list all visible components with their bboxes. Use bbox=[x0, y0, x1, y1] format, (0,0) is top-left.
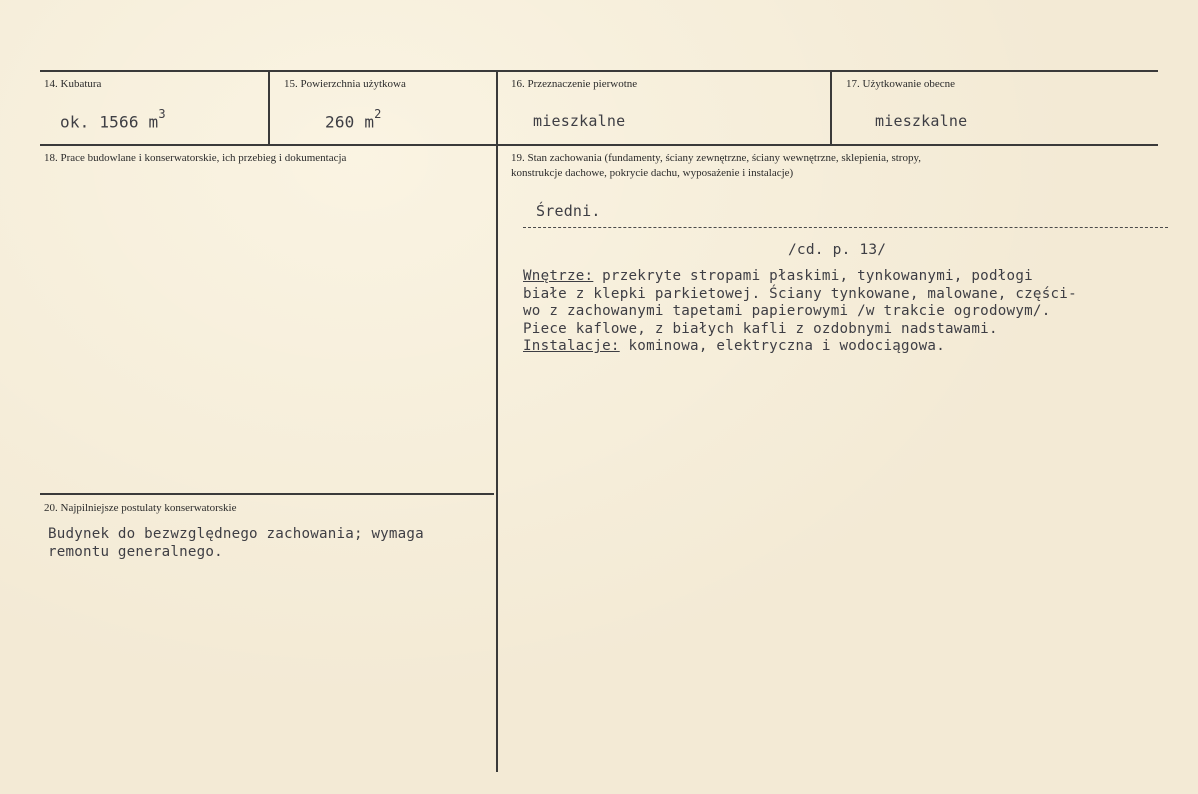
field-17-label: 17. Użytkowanie obecne bbox=[846, 78, 956, 90]
field-15-value bbox=[325, 107, 382, 132]
section-20-rule bbox=[40, 493, 494, 495]
desc-line5: kominowa, elektryczna i wodociągowa. bbox=[619, 338, 946, 354]
field-15-label: 15. Powierzchnia użytkowa bbox=[284, 78, 406, 90]
field-19-label-line1: 19. Stan zachowania (fundamenty, ściany zewnętrzne, ściany wewnętrzne, sklepienia, stropy, bbox=[511, 152, 922, 164]
postulate-line2: remontu generalnego. bbox=[48, 544, 223, 560]
field-20-value bbox=[48, 525, 424, 561]
field-14-value bbox=[60, 107, 166, 132]
field-20-label: 20. Najpilniejsze postulaty konserwatorskie bbox=[44, 502, 237, 514]
col-divider-2 bbox=[496, 70, 498, 772]
desc-line3: wo z zachowanymi tapetami papierowymi /w trakcie ogrodowym/. bbox=[523, 303, 1051, 319]
postulate-line1: Budynek do bezwzględnego zachowania; wymaga bbox=[48, 526, 424, 542]
desc-line1: przekryte stropami płaskimi, tynkowanymi, podłogi bbox=[593, 268, 1033, 284]
continuation-note: /cd. p. 13/ bbox=[788, 242, 887, 258]
instalacje-label: Instalacje: bbox=[523, 338, 620, 354]
col-divider-3 bbox=[830, 70, 832, 144]
wnetrze-label: Wnętrze: bbox=[523, 268, 594, 284]
field-16-label: 16. Przeznaczenie pierwotne bbox=[511, 78, 638, 90]
desc-line4: Piece kaflowe, z białych kafli z ozdobnymi nadstawami. bbox=[523, 320, 998, 337]
field-15-value-text: 260 m bbox=[325, 112, 375, 132]
field-14-label: 14. Kubatura bbox=[44, 78, 102, 90]
field-15-value-sup: 2 bbox=[374, 107, 382, 121]
col-divider-1 bbox=[268, 70, 270, 144]
field-16-value: mieszkalne bbox=[533, 112, 626, 130]
field-17-value: mieszkalne bbox=[875, 112, 968, 130]
field-18-label: 18. Prace budowlane i konserwatorskie, ich przebieg i dokumentacja bbox=[44, 152, 347, 164]
dashed-separator bbox=[523, 227, 1168, 228]
desc-line2: białe z klepki parkietowej. Ściany tynkowane, malowane, części- bbox=[523, 285, 1077, 302]
row-rule bbox=[40, 144, 1158, 146]
field-19-label-line2: konstrukcje dachowe, pokrycie dachu, wyposażenie i instalacje) bbox=[511, 167, 794, 179]
top-rule bbox=[40, 70, 1158, 72]
field-14-value-text: ok. 1566 m bbox=[60, 112, 159, 132]
field-19-description bbox=[523, 268, 1077, 356]
field-19-value: Średni. bbox=[536, 202, 601, 220]
field-14-value-sup: 3 bbox=[158, 107, 166, 121]
